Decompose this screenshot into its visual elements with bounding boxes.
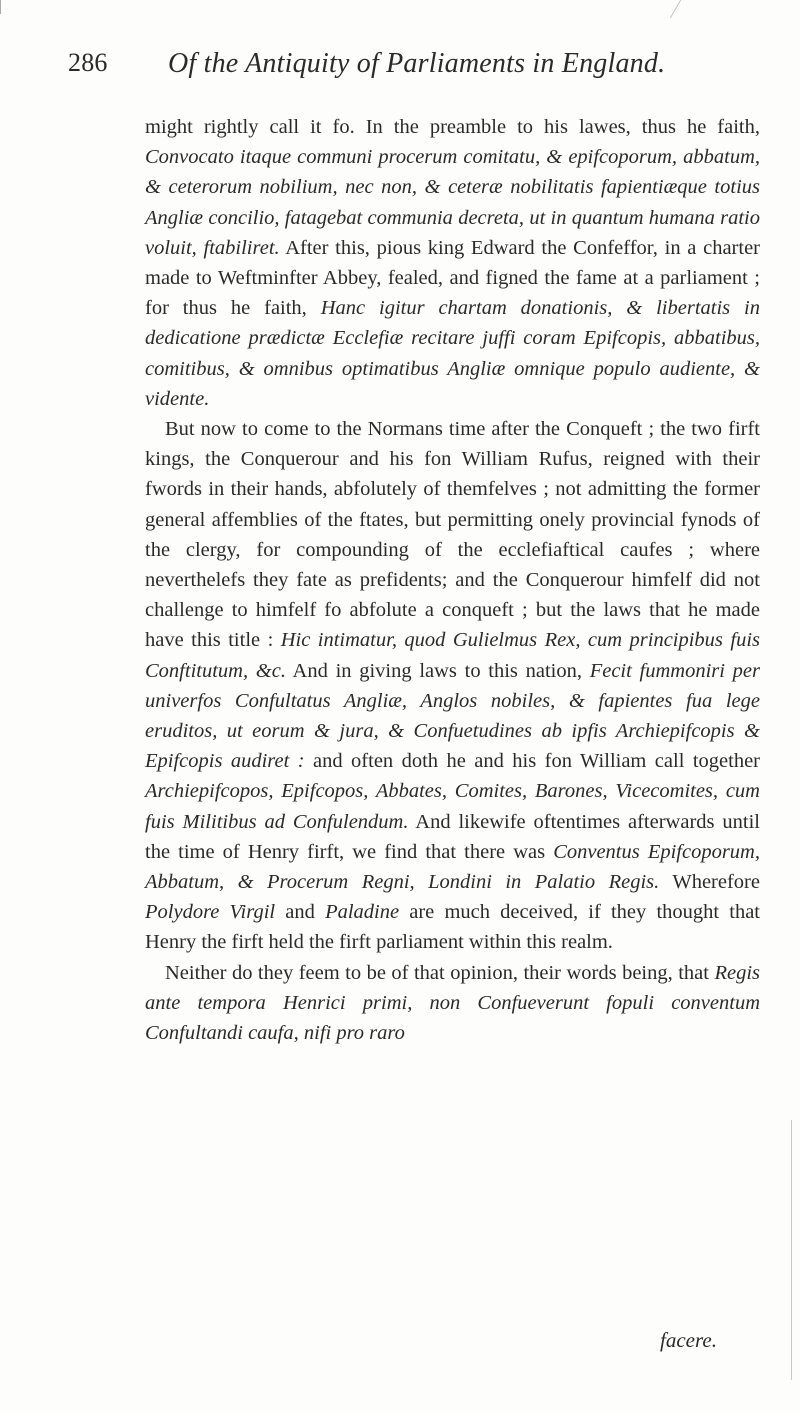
page-edge-shadow: [791, 1120, 792, 1380]
text-segment: are much deceived, if they thought that Henry the firft held the firft parliament within this realm.: [145, 901, 761, 954]
running-title: Of the Antiquity of Parliaments in England.: [168, 48, 666, 79]
text-segment: might rightly call it fo. In the preamble to his lawes, thus he faith,: [145, 116, 760, 138]
italic-text-segment: Archiepifcopos, Epifcopos, Abbates, Comites, Barones, Vicecomites, cum fuis Militibus ad Confulendum.: [145, 780, 760, 833]
paragraph: [145, 414, 760, 958]
page-number: 286: [68, 48, 108, 77]
text-segment: and: [275, 901, 326, 924]
italic-text-segment: Hic intimatur, quod Gulielmus Rex, cum principibus fuis Conftitutum, &c.: [145, 629, 760, 682]
italic-text-segment: Convocato itaque communi procerum comitatu, & epifcoporum, abbatum, & ceterorum nobilium, nec non, & ceteræ nobilitatis fapientiæque totius Angliæ concilio, fatagebat communia decreta, ut in quantum humana ratio voluit, ftabiliret.: [145, 146, 760, 259]
text-segment: and often doth he and his fon William call together: [304, 750, 760, 773]
page-corner-mark: [0, 0, 27, 14]
text-segment: Neither do they feem to be of that opinion, their words being, that: [165, 961, 715, 984]
italic-text-segment: Hanc igitur chartam donationis, & libertatis in dedicatione prædictæ Ecclefiæ recitare juffi coram Epifcopis, abbatibus, comitibus, & omnibus optimatibus Angliæ omnique populo audiente, & vidente.: [145, 297, 760, 410]
italic-text-segment: Paladine: [325, 901, 400, 924]
page-header: [68, 48, 760, 92]
paragraph: [145, 958, 760, 1049]
text-segment: And likewife oftentimes afterwards until the time of Henry firft, we find that there was: [145, 810, 760, 863]
text-segment: But now to come to the Normans time after the Conqueft ; the two firft kings, the Conquerour and his fon William Rufus, reigned with their fwords in their hands, abfolutely of themfelves ; not admitting the former general affemblies of the ftates, but permitting onely provincial fynods of the clergy, for compounding of the ecclefiaftical caufes ; where neverthelefs they fate as prefidents; and the Conquerour himfelf did not challenge to himfelf fo abfolute a conqueft ; but the laws that he made have this title :: [145, 418, 760, 652]
text-segment: After this, pious king Edward the Confeffor, in a charter made to Weftminfter Abbey, fealed, and figned the fame at a parliament ; for thus he faith,: [145, 236, 760, 320]
italic-text-segment: Regis ante tempora Henrici primi, non Confueverunt fopuli conventum Confultandi caufa, nifi pro raro: [145, 961, 760, 1045]
italic-text-segment: Polydore Virgil: [145, 901, 276, 924]
catchword: facere.: [660, 1328, 717, 1352]
italic-text-segment: Conventus Epifcoporum, Abbatum, & Procerum Regni, Londini in Palatio Regis.: [145, 840, 760, 894]
text-segment: Wherefore: [659, 871, 760, 894]
page-corner-mark-right: [650, 0, 681, 18]
text-segment: And in giving laws to this nation,: [285, 659, 590, 682]
italic-text-segment: Fecit fummoniri per univerfos Confultatus Angliæ, Anglos nobiles, & fapientes fua lege eruditos, ut eorum & jura, & Confuetudines ab ipfis Archiepifcopis & Epifcopis audiret :: [145, 659, 760, 773]
body-text: [145, 112, 760, 1048]
paragraph: [145, 112, 760, 414]
